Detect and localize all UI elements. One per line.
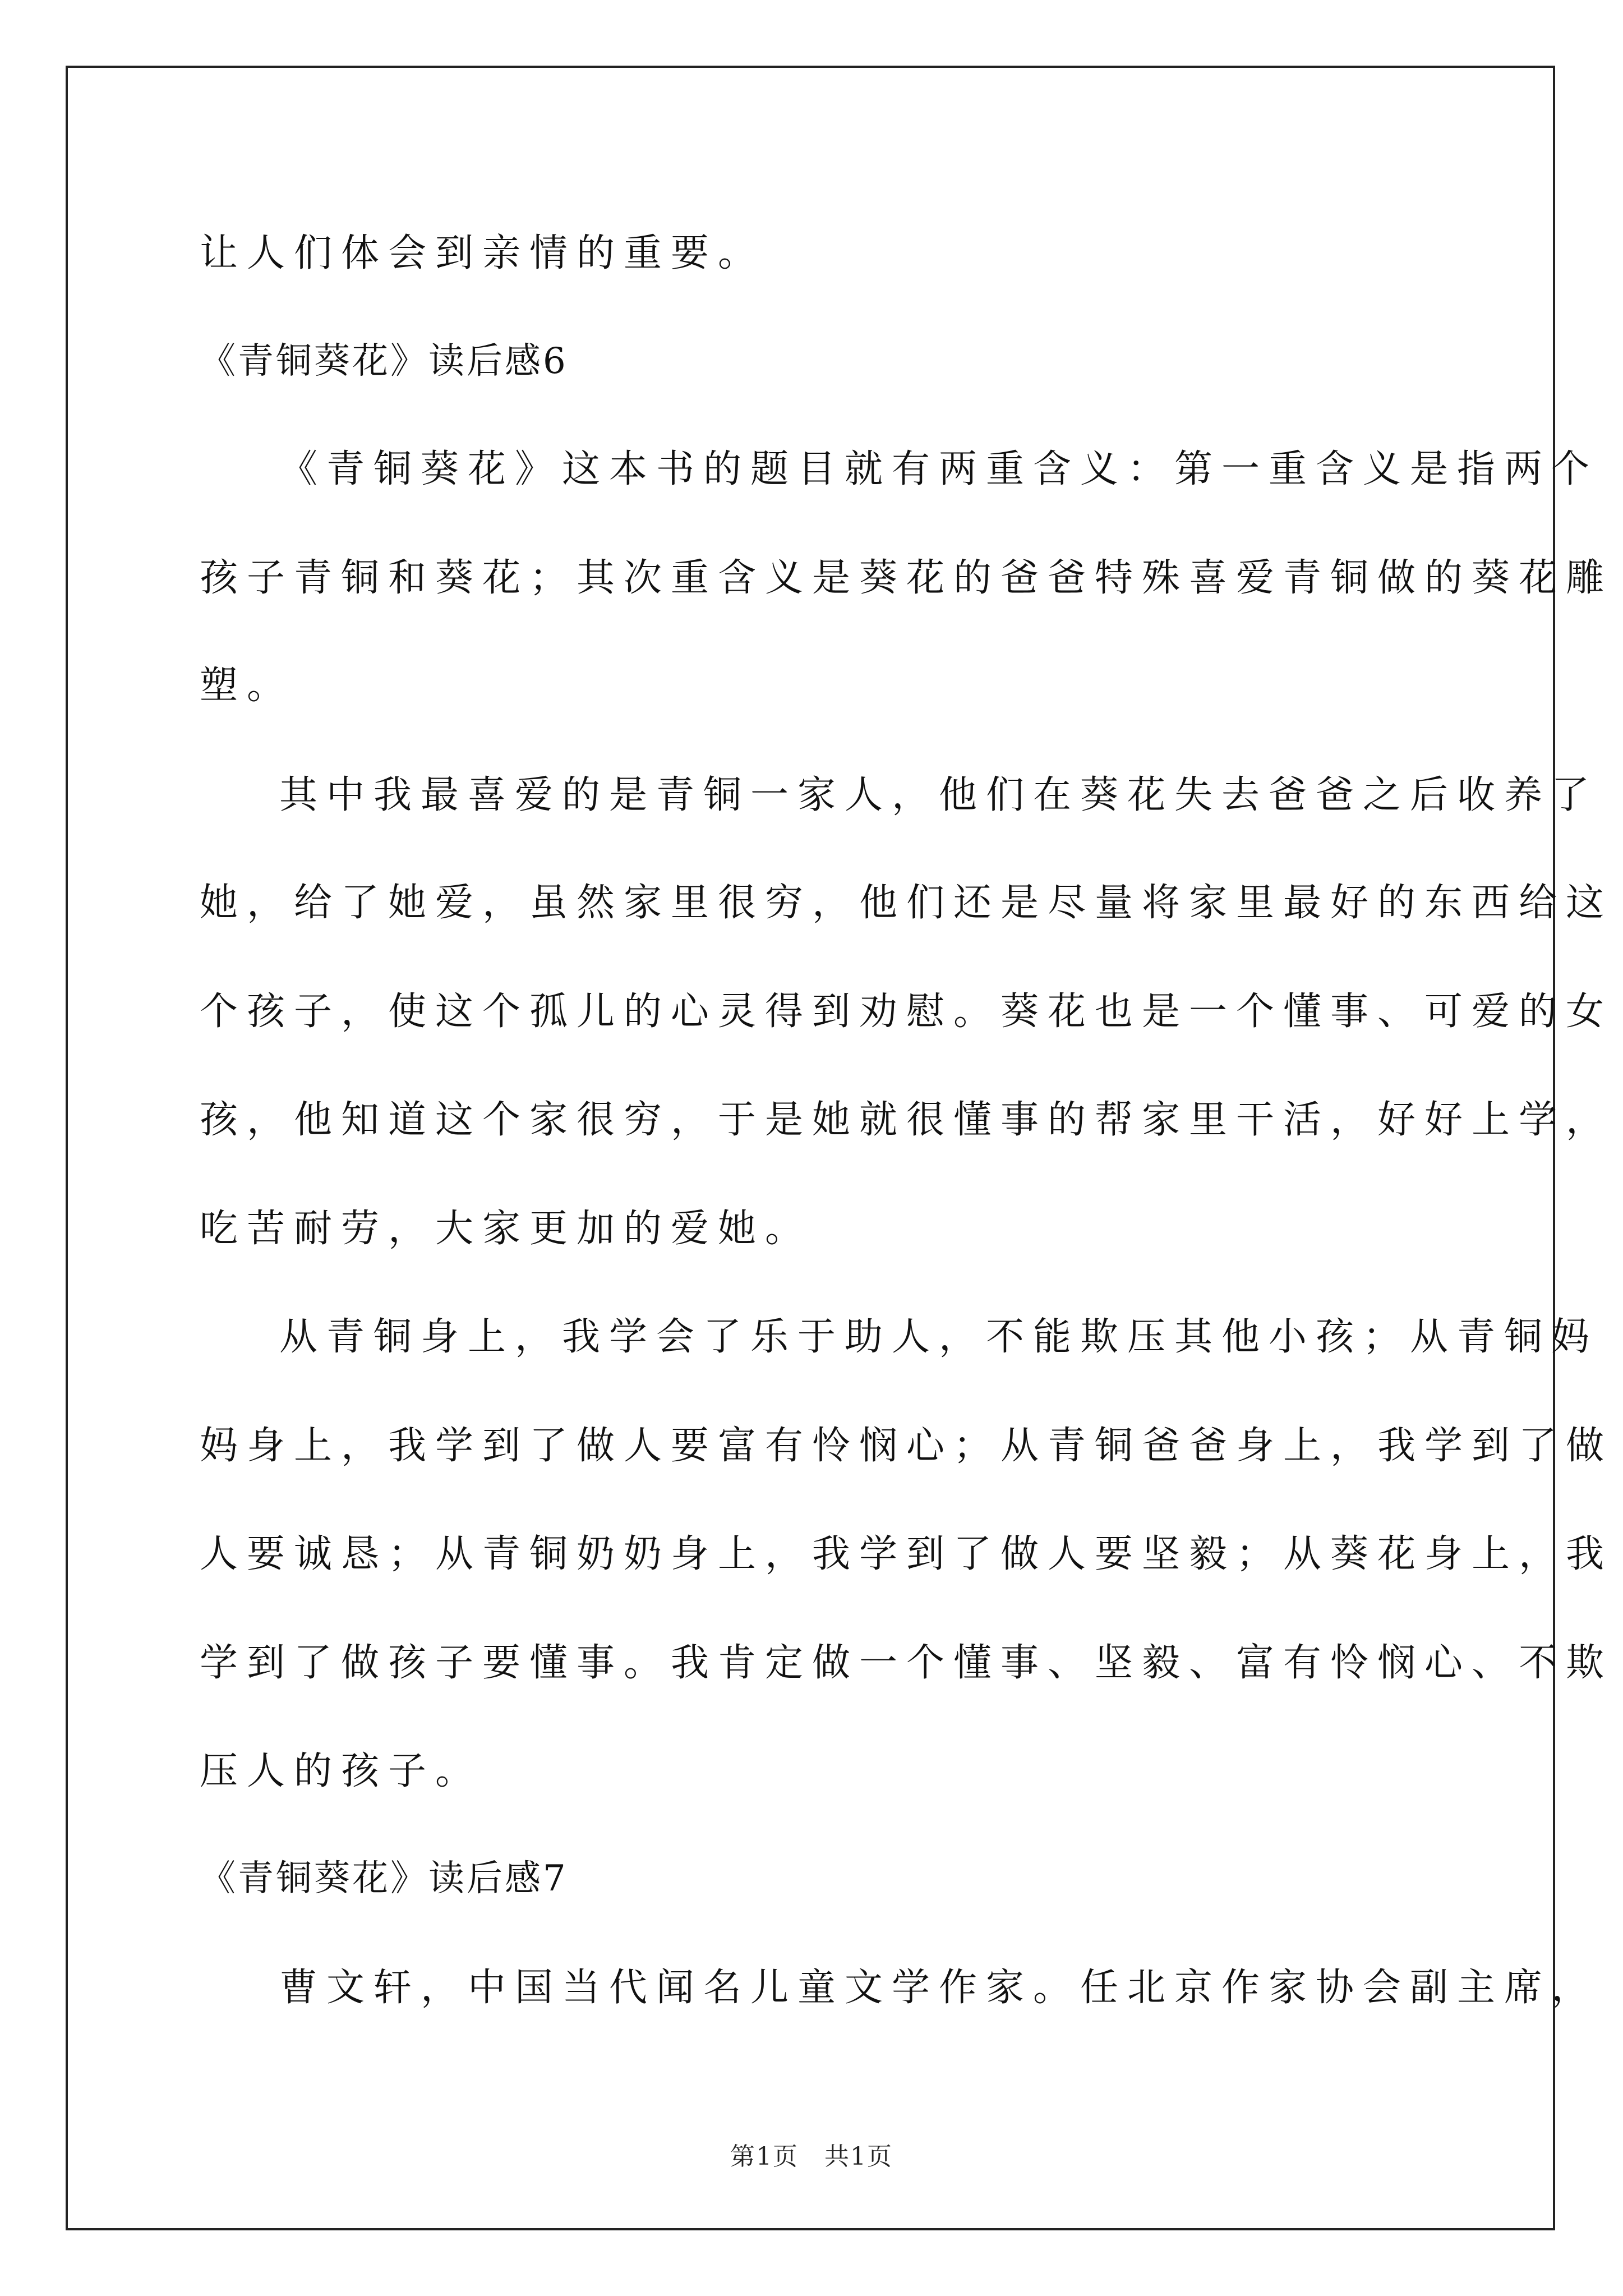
paragraph-first-line: 其中我最喜爱的是青铜一家人，他们在葵花失去爸爸之后收养了: [279, 773, 1599, 817]
page-border: [66, 66, 1555, 2230]
page-number-footer: 第1页 共1页: [730, 2142, 893, 2171]
section-heading: 《青铜葵花》读后感7: [200, 1858, 568, 1899]
paragraph-first-line: 从青铜身上，我学会了乐于助人，不能欺压其他小孩；从青铜妈: [279, 1315, 1599, 1359]
text-line: 孩，他知道这个家很穷，于是她就很懂事的帮家里干活，好好上学，: [200, 1098, 1613, 1142]
text-line: 压人的孩子。: [200, 1749, 483, 1793]
text-line: 孩子青铜和葵花；其次重含义是葵花的爸爸特殊喜爱青铜做的葵花雕: [200, 556, 1613, 600]
text-line: 人要诚恳；从青铜奶奶身上，我学到了做人要坚毅；从葵花身上，我: [200, 1532, 1613, 1576]
text-line: 妈身上，我学到了做人要富有怜悯心；从青铜爸爸身上，我学到了做: [200, 1424, 1613, 1468]
paragraph-first-line: 曹文轩，中国当代闻名儿童文学作家。任北京作家协会副主席，: [279, 1966, 1599, 2010]
section-heading: 《青铜葵花》读后感6: [200, 341, 568, 382]
text-line: 个孩子，使这个孤儿的心灵得到劝慰。葵花也是一个懂事、可爱的女: [200, 990, 1613, 1034]
text-line: 吃苦耐劳，大家更加的爱她。: [200, 1207, 813, 1251]
text-line: 学到了做孩子要懂事。我肯定做一个懂事、坚毅、富有怜悯心、不欺: [200, 1641, 1613, 1685]
paragraph-first-line: 《青铜葵花》这本书的题目就有两重含义：第一重含义是指两个: [279, 447, 1599, 491]
text-line: 塑。: [200, 664, 294, 708]
text-line: 她，给了她爱，虽然家里很穷，他们还是尽量将家里最好的东西给这: [200, 881, 1613, 925]
text-line: 让人们体会到亲情的重要。: [200, 231, 766, 275]
